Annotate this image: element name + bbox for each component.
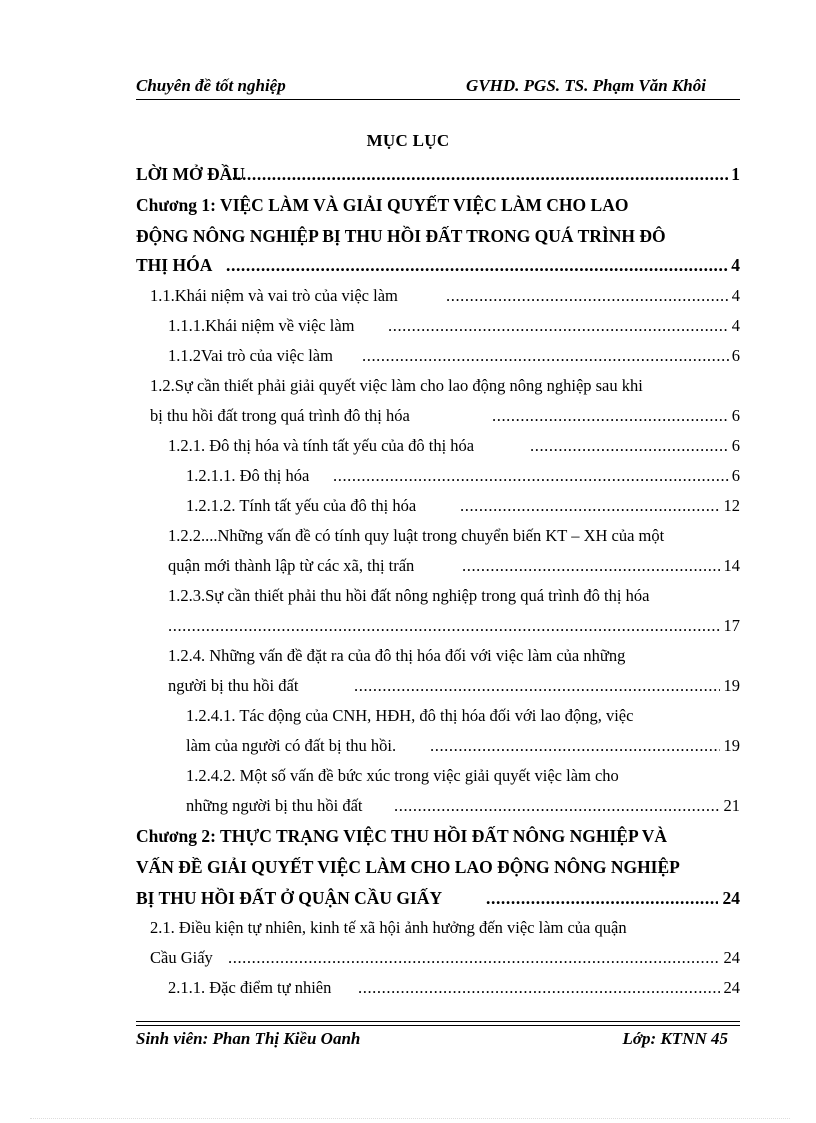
toc-entry-text: 1.2.Sự cần thiết phải giải quyết việc làm cho lao động nông nghiệp sau khi — [150, 376, 643, 395]
footer-divider-2 — [136, 1025, 740, 1026]
toc-leader-dots — [168, 616, 720, 636]
toc-entry-text: Cầu Giấy — [150, 948, 213, 967]
toc-entry-text: 1.2.1. Đô thị hóa và tính tất yếu của đô thị hóa — [168, 436, 475, 455]
toc-leader-dots — [358, 978, 720, 998]
toc-entry[interactable] — [136, 226, 740, 256]
toc-page-number: 24 — [722, 888, 740, 908]
toc-entry-text: 1.2.1.2. Tính tất yếu của đô thị hóa — [186, 496, 417, 515]
toc-leader-dots — [362, 346, 729, 366]
toc-entry-text: 1.1.2Vai trò của việc làm — [168, 346, 333, 365]
toc-leader-dots — [460, 496, 720, 516]
toc-entry[interactable] — [186, 766, 740, 796]
toc-entry-text: 1.2.1.1. Đô thị hóa — [186, 466, 310, 485]
toc-entry-text: 1.2.3.Sự cần thiết phải thu hồi đất nông nghiệp trong quá trình đô thị hóa — [168, 586, 650, 605]
header-divider — [136, 99, 740, 100]
page-edge — [30, 1118, 790, 1119]
toc-page-number: 4 — [731, 316, 740, 335]
toc-entry[interactable] — [186, 466, 740, 496]
toc-entry[interactable] — [168, 586, 740, 616]
page-title: MỤC LỤC — [366, 131, 450, 150]
toc-entry[interactable] — [168, 526, 750, 556]
toc-page-number: 1 — [731, 164, 740, 184]
toc-entry[interactable] — [168, 978, 740, 1008]
toc-page-number: 24 — [723, 948, 740, 967]
toc-entry-text: LỜI MỞ ĐẦU — [136, 164, 245, 184]
toc-page-number: 19 — [723, 736, 740, 755]
toc-leader-dots — [333, 466, 729, 486]
toc-entry[interactable] — [136, 826, 740, 856]
toc-leader-dots — [228, 948, 720, 968]
toc-entry[interactable] — [168, 646, 740, 676]
toc-entry[interactable] — [186, 736, 740, 766]
toc-page-number: 6 — [731, 406, 740, 425]
toc-entry-text: làm của người có đất bị thu hồi. — [186, 736, 397, 755]
toc-leader-dots — [492, 406, 729, 426]
toc-page-number: 4 — [731, 286, 740, 305]
toc-page-number: 6 — [731, 436, 740, 455]
toc-page-number: 12 — [723, 496, 740, 515]
toc-entry-text: Chương 2: THỰC TRẠNG VIỆC THU HỒI ĐẤT NÔNG NGHIỆP VÀ — [136, 826, 668, 846]
header-right: GVHD. PGS. TS. Phạm Văn Khôi — [466, 76, 706, 95]
toc-entry[interactable] — [168, 616, 740, 646]
toc-entry[interactable] — [168, 556, 740, 586]
toc-entry[interactable] — [186, 496, 740, 526]
header-left: Chuyên đề tốt nghiệp — [136, 76, 286, 95]
toc-page-number: 19 — [723, 676, 740, 695]
toc-entry[interactable] — [136, 195, 740, 225]
toc-leader-dots — [394, 796, 720, 816]
toc-entry-text: 1.2.2....Những vấn đề có tính quy luật trong chuyển biến KT – XH của một — [168, 526, 665, 545]
toc-leader-dots — [446, 286, 729, 306]
toc-leader-dots — [388, 316, 729, 336]
toc-entry-text: 2.1.1. Đặc điểm tự nhiên — [168, 978, 332, 997]
toc-entry[interactable] — [150, 286, 740, 316]
footer-divider — [136, 1021, 740, 1022]
toc-entry[interactable] — [150, 406, 740, 436]
toc-entry-text: 1.1.Khái niệm và vai trò của việc làm — [150, 286, 398, 305]
toc-entry[interactable] — [136, 255, 740, 285]
toc-leader-dots — [226, 255, 728, 276]
toc-page-number: 17 — [723, 616, 740, 635]
toc-entry[interactable] — [136, 888, 740, 918]
toc-entry-text: BỊ THU HỒI ĐẤT Ở QUẬN CẦU GIẤY — [136, 888, 443, 908]
toc-entry-text: 1.2.4.1. Tác động của CNH, HĐH, đô thị hóa đối với lao động, việc — [186, 706, 634, 725]
toc-entry[interactable] — [168, 346, 740, 376]
toc-entry-text: bị thu hồi đất trong quá trình đô thị hóa — [150, 406, 410, 425]
toc-leader-dots — [232, 164, 728, 185]
toc-page-number: 4 — [731, 255, 740, 275]
toc-page-number: 21 — [723, 796, 740, 815]
toc-entry-text: 2.1. Điều kiện tự nhiên, kinh tế xã hội ảnh hưởng đến việc làm của quận — [150, 918, 627, 937]
toc-leader-dots — [430, 736, 720, 756]
toc-leader-dots — [530, 436, 729, 456]
toc-entry[interactable] — [168, 316, 740, 346]
toc-entry-text: những người bị thu hồi đất — [186, 796, 363, 815]
toc-page-number: 14 — [723, 556, 740, 575]
toc-leader-dots — [462, 556, 720, 576]
toc-page-number: 24 — [723, 978, 740, 997]
page-header — [136, 74, 740, 100]
toc-entry-text: 1.2.4.2. Một số vấn đề bức xúc trong việc giải quyết việc làm cho — [186, 766, 619, 785]
toc-entry[interactable] — [136, 857, 740, 887]
toc-entry[interactable] — [186, 706, 740, 736]
toc-entry-text: THỊ HÓA — [136, 255, 213, 275]
toc-entry-text: Chương 1: VIỆC LÀM VÀ GIẢI QUYẾT VIỆC LÀM CHO LAO — [136, 195, 629, 215]
footer-right: Lớp: KTNN 45 — [622, 1029, 728, 1048]
toc-page-number: 6 — [731, 346, 740, 365]
toc-entry[interactable] — [168, 676, 740, 706]
toc-entry[interactable] — [150, 376, 740, 406]
toc-page-number: 6 — [731, 466, 740, 485]
toc-entry-text: 1.1.1.Khái niệm về việc làm — [168, 316, 355, 335]
toc-entry[interactable] — [150, 918, 740, 948]
toc-entry[interactable] — [150, 948, 740, 978]
toc-entry-text: người bị thu hồi đất — [168, 676, 299, 695]
toc-leader-dots — [486, 888, 718, 909]
toc-entry-text: VẤN ĐỀ GIẢI QUYẾT VIỆC LÀM CHO LAO ĐỘNG NÔNG NGHIỆP — [136, 857, 680, 877]
toc-entry[interactable] — [136, 164, 740, 194]
toc-entry[interactable] — [168, 436, 740, 466]
toc-entry-text: ĐỘNG NÔNG NGHIỆP BỊ THU HỒI ĐẤT TRONG QUÁ TRÌNH ĐÔ — [136, 226, 666, 246]
toc-entry-text: 1.2.4. Những vấn đề đặt ra của đô thị hóa đối với việc làm của những — [168, 646, 626, 665]
toc-entry-text: quận mới thành lập từ các xã, thị trấn — [168, 556, 415, 575]
toc-leader-dots — [354, 676, 720, 696]
page-footer — [136, 1027, 740, 1053]
footer-left: Sinh viên: Phan Thị Kiều Oanh — [136, 1029, 361, 1048]
toc-entry[interactable] — [186, 796, 740, 826]
